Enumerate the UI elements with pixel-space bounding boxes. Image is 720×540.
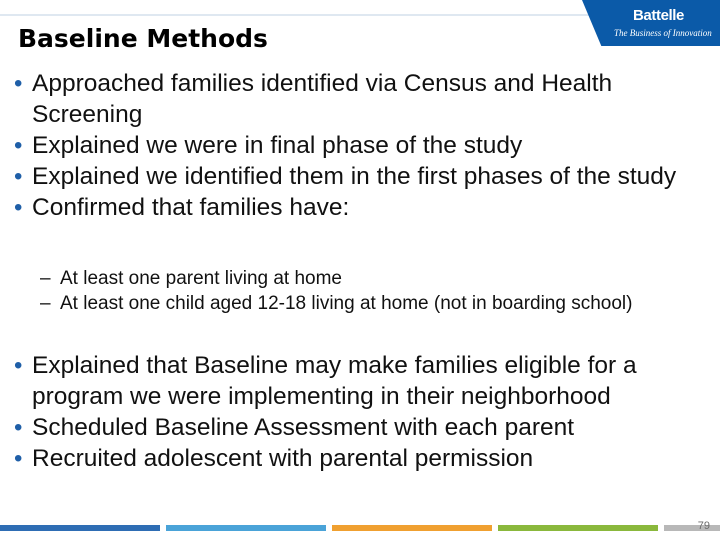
bullet-list-bottom [14,350,704,474]
page-number: 79 [697,520,710,532]
sub-bullet-text: At least one child aged 12-18 living at home (not in boarding school) [60,293,633,314]
bullet-dot-icon: • [14,414,23,441]
sub-bullet-item [40,291,640,316]
bullet-text: Approached families identified via Census and Health Screening [32,70,613,128]
bullet-item [14,412,704,443]
bullet-dot-icon: • [14,352,23,379]
sub-bullet-list [40,266,640,316]
footer-color-bars [0,525,720,531]
bullet-item [14,161,704,192]
bullet-text: Scheduled Baseline Assessment with each parent [32,414,575,441]
bullet-item [14,130,704,161]
sub-bullet-text: At least one parent living at home [60,268,343,289]
bullet-item [14,68,704,130]
bullet-text: Explained we identified them in the first phases of the study [32,163,677,190]
dash-icon: – [40,293,51,314]
brand-tagline: The Business of Innovation [614,28,712,38]
footer-bar [498,525,658,531]
bullet-dot-icon: • [14,445,23,472]
bullet-text: Recruited adolescent with parental permission [32,445,534,472]
bullet-item [14,350,704,412]
slide-title: Baseline Methods [18,24,268,53]
brand-name: Battelle [633,7,684,24]
footer-bar [0,525,160,531]
bullet-text: Explained we were in final phase of the study [32,132,523,159]
bullet-item [14,192,704,223]
bullet-dot-icon: • [14,132,23,159]
bullet-item [14,443,704,474]
bullet-dot-icon: • [14,163,23,190]
footer-bar [166,525,326,531]
bullet-text: Explained that Baseline may make families eligible for a program we were implementing in their neighborhood [32,352,637,410]
footer-bar [664,525,720,531]
bullet-dot-icon: • [14,70,23,97]
bullet-dot-icon: • [14,194,23,221]
bullet-text: Confirmed that families have: [32,194,350,221]
sub-bullet-item [40,266,640,291]
dash-icon: – [40,268,51,289]
footer-bar [332,525,492,531]
bullet-list-top [14,68,704,223]
